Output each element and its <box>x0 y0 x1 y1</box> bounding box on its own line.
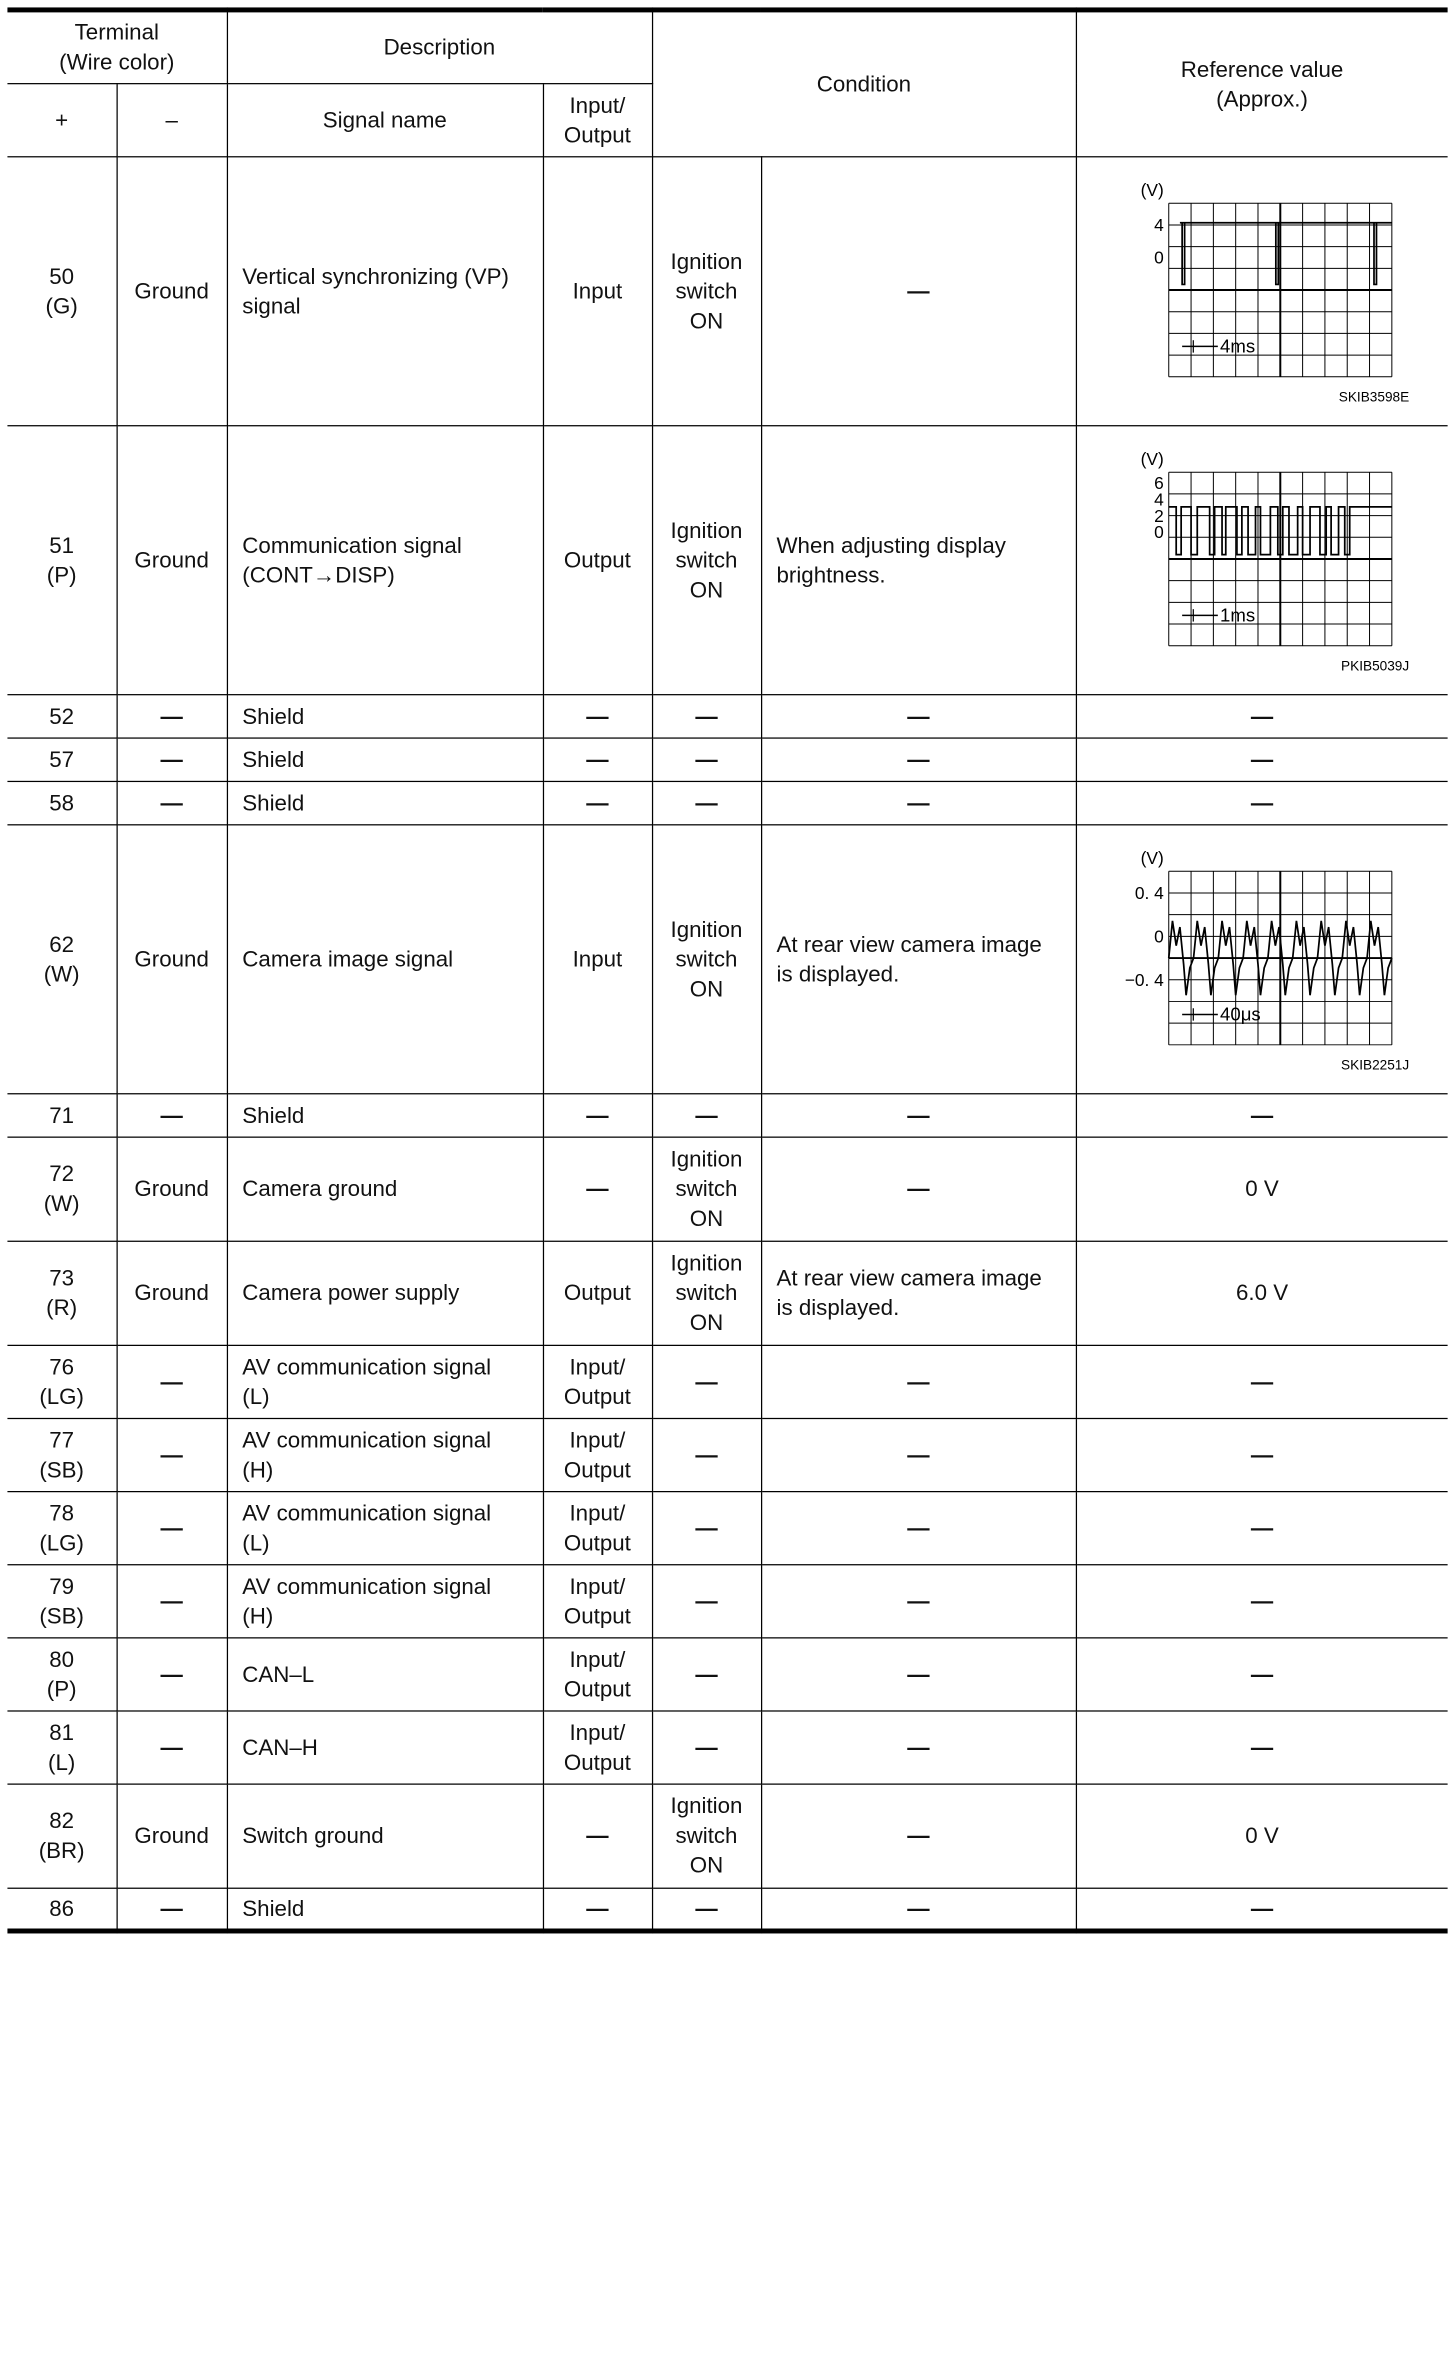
table-row <box>7 694 1447 737</box>
terminal-minus: Ground <box>117 1241 227 1345</box>
input-output: Input/ Output <box>543 1710 652 1783</box>
signal-name: Camera power supply <box>227 1241 543 1345</box>
table-row <box>7 1137 1447 1241</box>
table-row <box>7 781 1447 824</box>
terminal-minus: Ground <box>117 824 227 1093</box>
reference-value: 0 V <box>1076 1137 1448 1241</box>
terminal-plus: 51 (P) <box>7 425 116 694</box>
condition-switch: — <box>652 1345 761 1418</box>
condition-switch: Ignition switch ON <box>652 425 761 694</box>
input-output: Input/ Output <box>543 1345 652 1418</box>
terminal-minus: — <box>117 1418 227 1491</box>
input-output: Input/ Output <box>543 1491 652 1564</box>
reference-value: 6.0 V <box>1076 1241 1448 1345</box>
y-unit-label: (V) <box>1141 847 1165 868</box>
y-tick-label: 0. 4 <box>1135 882 1165 903</box>
condition-switch: — <box>652 1093 761 1136</box>
condition-detail: — <box>761 1093 1076 1136</box>
condition-switch: Ignition switch ON <box>652 824 761 1093</box>
oscilloscope-chart <box>1107 173 1417 408</box>
condition-switch: — <box>652 1418 761 1491</box>
table-row <box>7 1093 1447 1136</box>
condition-detail: At rear view camera image is displayed. <box>761 1241 1076 1345</box>
condition-switch: — <box>652 1637 761 1710</box>
y-unit-label: (V) <box>1141 179 1165 200</box>
signal-name: Shield <box>227 694 543 737</box>
table-row <box>7 737 1447 780</box>
terminal-header: Terminal (Wire color) <box>7 10 226 83</box>
table-row <box>7 1710 1447 1783</box>
figure-code: SKIB3598E <box>1339 388 1410 404</box>
terminal-minus: — <box>117 1491 227 1564</box>
reference-value-header: Reference value (Approx.) <box>1076 10 1448 156</box>
table-row <box>7 1637 1447 1710</box>
condition-switch: — <box>652 1491 761 1564</box>
condition-detail: At rear view camera image is displayed. <box>761 824 1076 1093</box>
signal-name: Communication signal (CONT→DISP) <box>227 425 543 694</box>
condition-detail: — <box>761 1345 1076 1418</box>
y-tick-label: 0 <box>1154 521 1165 542</box>
figure-code: PKIB5039J <box>1341 657 1410 673</box>
signal-name: Camera image signal <box>227 824 543 1093</box>
reference-value: — <box>1076 694 1448 737</box>
table-row <box>7 1491 1447 1564</box>
figure-code: SKIB2251J <box>1341 1056 1410 1072</box>
condition-header: Condition <box>652 10 1076 156</box>
terminal-minus: — <box>117 1564 227 1637</box>
condition-detail: — <box>761 1888 1076 1931</box>
input-output: — <box>543 737 652 780</box>
input-output: — <box>543 1093 652 1136</box>
terminal-minus: — <box>117 694 227 737</box>
reference-value: — <box>1076 1564 1448 1637</box>
y-tick-label: 4 <box>1154 488 1165 509</box>
io-header: Input/ Output <box>543 83 652 156</box>
terminal-plus: 86 <box>7 1888 116 1931</box>
terminal-minus: Ground <box>117 1783 227 1887</box>
y-tick-label: −0. 4 <box>1125 969 1165 990</box>
condition-switch: Ignition switch ON <box>652 156 761 425</box>
terminal-plus: 50 (G) <box>7 156 116 425</box>
table-row <box>7 156 1447 425</box>
condition-switch: Ignition switch ON <box>652 1137 761 1241</box>
reference-waveform <box>1076 425 1448 694</box>
input-output: Output <box>543 425 652 694</box>
condition-switch: — <box>652 694 761 737</box>
signal-name: Vertical synchronizing (VP) signal <box>227 156 543 425</box>
terminal-minus: Ground <box>117 425 227 694</box>
grid <box>1169 203 1392 377</box>
y-tick-label: 0 <box>1154 247 1165 268</box>
terminal-minus: — <box>117 781 227 824</box>
y-tick-label: 6 <box>1154 472 1165 493</box>
terminal-plus: 72 (W) <box>7 1137 116 1241</box>
signal-name: Shield <box>227 1888 543 1931</box>
signal-name: CAN–L <box>227 1637 543 1710</box>
condition-switch: — <box>652 1710 761 1783</box>
reference-value: — <box>1076 737 1448 780</box>
condition-detail: — <box>761 1564 1076 1637</box>
terminal-plus: 62 (W) <box>7 824 116 1093</box>
condition-detail: — <box>761 1418 1076 1491</box>
reference-value: — <box>1076 1710 1448 1783</box>
signal-name: CAN–H <box>227 1710 543 1783</box>
condition-detail: — <box>761 1637 1076 1710</box>
oscilloscope-chart <box>1107 442 1417 677</box>
signal-name: Shield <box>227 737 543 780</box>
condition-detail: — <box>761 694 1076 737</box>
table-row <box>7 1241 1447 1345</box>
table-row <box>7 1345 1447 1418</box>
terminal-minus: — <box>117 1888 227 1931</box>
condition-detail: — <box>761 1783 1076 1887</box>
condition-switch: — <box>652 1888 761 1931</box>
input-output: — <box>543 1888 652 1931</box>
signal-name: AV communication signal (H) <box>227 1564 543 1637</box>
terminal-plus: 81 (L) <box>7 1710 116 1783</box>
grid <box>1169 472 1392 646</box>
signal-name-header: Signal name <box>227 83 543 156</box>
grid <box>1169 871 1392 1045</box>
input-output: Output <box>543 1241 652 1345</box>
terminal-plus: 57 <box>7 737 116 780</box>
input-output: — <box>543 1783 652 1887</box>
terminal-plus: 77 (SB) <box>7 1418 116 1491</box>
condition-detail: — <box>761 1137 1076 1241</box>
time-scale-label: 4ms <box>1220 334 1256 356</box>
signal-name: AV communication signal (L) <box>227 1491 543 1564</box>
terminal-plus: 58 <box>7 781 116 824</box>
terminal-minus: — <box>117 1093 227 1136</box>
terminal-minus: Ground <box>117 1137 227 1241</box>
input-output: Input/ Output <box>543 1637 652 1710</box>
waveform-trace <box>1180 222 1392 284</box>
table-row <box>7 1888 1447 1931</box>
terminal-plus: 76 (LG) <box>7 1345 116 1418</box>
terminal-minus: — <box>117 1637 227 1710</box>
reference-waveform <box>1076 156 1448 425</box>
description-header: Description <box>227 10 652 83</box>
y-tick-label: 2 <box>1154 505 1165 526</box>
signal-name: AV communication signal (L) <box>227 1345 543 1418</box>
condition-detail: — <box>761 1710 1076 1783</box>
reference-value: — <box>1076 781 1448 824</box>
table-row <box>7 1783 1447 1887</box>
terminal-minus: — <box>117 1345 227 1418</box>
condition-detail: — <box>761 781 1076 824</box>
y-unit-label: (V) <box>1141 448 1165 469</box>
condition-switch: — <box>652 1564 761 1637</box>
reference-value: — <box>1076 1093 1448 1136</box>
signal-name: Camera ground <box>227 1137 543 1241</box>
input-output: Input <box>543 156 652 425</box>
time-scale-label: 40μs <box>1220 1003 1262 1025</box>
terminal-plus: 79 (SB) <box>7 1564 116 1637</box>
signal-name: Shield <box>227 781 543 824</box>
terminal-plus: 82 (BR) <box>7 1783 116 1887</box>
table-row <box>7 425 1447 694</box>
reference-value: — <box>1076 1637 1448 1710</box>
input-output: Input/ Output <box>543 1418 652 1491</box>
signal-name: Shield <box>227 1093 543 1136</box>
input-output: — <box>543 1137 652 1241</box>
plus-header: + <box>7 83 116 156</box>
condition-switch: Ignition switch ON <box>652 1241 761 1345</box>
signal-name: Switch ground <box>227 1783 543 1887</box>
terminal-plus: 52 <box>7 694 116 737</box>
reference-value: — <box>1076 1418 1448 1491</box>
condition-detail: — <box>761 1491 1076 1564</box>
signal-name: AV communication signal (H) <box>227 1418 543 1491</box>
input-output: Input/ Output <box>543 1564 652 1637</box>
terminal-plus: 73 (R) <box>7 1241 116 1345</box>
table-body <box>7 156 1447 1931</box>
terminal-minus: Ground <box>117 156 227 425</box>
condition-switch: Ignition switch ON <box>652 1783 761 1887</box>
oscilloscope-chart <box>1107 841 1417 1076</box>
input-output: — <box>543 781 652 824</box>
table-row <box>7 824 1447 1093</box>
condition-detail: — <box>761 156 1076 425</box>
condition-detail: When adjusting display brightness. <box>761 425 1076 694</box>
terminal-plus: 71 <box>7 1093 116 1136</box>
minus-header: – <box>117 83 227 156</box>
table-row <box>7 1564 1447 1637</box>
terminal-minus: — <box>117 737 227 780</box>
terminal-table <box>7 7 1447 1933</box>
reference-value: 0 V <box>1076 1783 1448 1887</box>
terminal-minus: — <box>117 1710 227 1783</box>
y-tick-label: 4 <box>1154 214 1165 235</box>
condition-detail: — <box>761 737 1076 780</box>
terminal-plus: 80 (P) <box>7 1637 116 1710</box>
time-scale-label: 1ms <box>1220 603 1256 625</box>
table-row <box>7 1418 1447 1491</box>
reference-value: — <box>1076 1888 1448 1931</box>
input-output: — <box>543 694 652 737</box>
reference-value: — <box>1076 1345 1448 1418</box>
reference-waveform <box>1076 824 1448 1093</box>
reference-value: — <box>1076 1491 1448 1564</box>
terminal-plus: 78 (LG) <box>7 1491 116 1564</box>
input-output: Input <box>543 824 652 1093</box>
y-tick-label: 0 <box>1154 925 1165 946</box>
condition-switch: — <box>652 737 761 780</box>
condition-switch: — <box>652 781 761 824</box>
